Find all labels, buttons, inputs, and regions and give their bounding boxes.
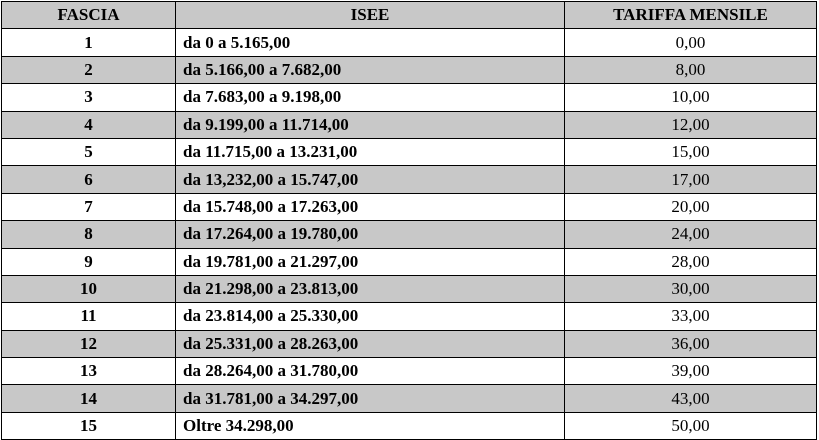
header-tariffa-mensile: TARIFFA MENSILE <box>565 2 817 29</box>
table-row <box>2 138 817 165</box>
header-fascia: FASCIA <box>2 2 176 29</box>
isee-range-cell: da 7.683,00 a 9.198,00 <box>176 84 565 111</box>
header-isee: ISEE <box>176 2 565 29</box>
tariffa-cell: 30,00 <box>565 275 817 302</box>
table-body <box>2 29 817 440</box>
isee-range-cell: da 9.199,00 a 11.714,00 <box>176 111 565 138</box>
table-row <box>2 193 817 220</box>
fascia-cell: 8 <box>2 221 176 248</box>
table-row <box>2 248 817 275</box>
tariffa-cell: 8,00 <box>565 56 817 83</box>
isee-range-cell: Oltre 34.298,00 <box>176 412 565 439</box>
isee-range-cell: da 28.264,00 a 31.780,00 <box>176 358 565 385</box>
table-row <box>2 221 817 248</box>
tariffa-cell: 39,00 <box>565 358 817 385</box>
tariffa-cell: 10,00 <box>565 84 817 111</box>
tariffa-cell: 20,00 <box>565 193 817 220</box>
tariffa-cell: 28,00 <box>565 248 817 275</box>
isee-range-cell: da 25.331,00 a 28.263,00 <box>176 330 565 357</box>
fascia-cell: 10 <box>2 275 176 302</box>
fascia-cell: 2 <box>2 56 176 83</box>
isee-range-cell: da 5.166,00 a 7.682,00 <box>176 56 565 83</box>
fascia-cell: 11 <box>2 303 176 330</box>
tariffa-cell: 17,00 <box>565 166 817 193</box>
table-row <box>2 166 817 193</box>
fascia-cell: 6 <box>2 166 176 193</box>
tariffa-cell: 33,00 <box>565 303 817 330</box>
fascia-cell: 13 <box>2 358 176 385</box>
fascia-cell: 14 <box>2 385 176 412</box>
table-row <box>2 358 817 385</box>
fascia-cell: 5 <box>2 138 176 165</box>
table-row <box>2 84 817 111</box>
table-row <box>2 385 817 412</box>
fascia-cell: 7 <box>2 193 176 220</box>
fascia-cell: 12 <box>2 330 176 357</box>
table-row <box>2 330 817 357</box>
fascia-cell: 9 <box>2 248 176 275</box>
table-row <box>2 275 817 302</box>
isee-range-cell: da 31.781,00 a 34.297,00 <box>176 385 565 412</box>
table-row <box>2 56 817 83</box>
table-row <box>2 412 817 439</box>
isee-range-cell: da 21.298,00 a 23.813,00 <box>176 275 565 302</box>
tariffa-cell: 24,00 <box>565 221 817 248</box>
fascia-cell: 1 <box>2 29 176 56</box>
table-header <box>2 2 817 29</box>
isee-range-cell: da 19.781,00 a 21.297,00 <box>176 248 565 275</box>
fascia-cell: 15 <box>2 412 176 439</box>
isee-range-cell: da 13,232,00 a 15.747,00 <box>176 166 565 193</box>
table-row <box>2 303 817 330</box>
tariffa-cell: 50,00 <box>565 412 817 439</box>
header-row <box>2 2 817 29</box>
isee-range-cell: da 11.715,00 a 13.231,00 <box>176 138 565 165</box>
tariffa-cell: 15,00 <box>565 138 817 165</box>
isee-range-cell: da 23.814,00 a 25.330,00 <box>176 303 565 330</box>
tariffa-cell: 0,00 <box>565 29 817 56</box>
table-row <box>2 29 817 56</box>
tariffa-cell: 43,00 <box>565 385 817 412</box>
tariffa-cell: 12,00 <box>565 111 817 138</box>
tariffa-cell: 36,00 <box>565 330 817 357</box>
fascia-cell: 4 <box>2 111 176 138</box>
table-row <box>2 111 817 138</box>
isee-range-cell: da 15.748,00 a 17.263,00 <box>176 193 565 220</box>
tariff-table <box>1 1 817 440</box>
fascia-cell: 3 <box>2 84 176 111</box>
isee-range-cell: da 0 a 5.165,00 <box>176 29 565 56</box>
isee-range-cell: da 17.264,00 a 19.780,00 <box>176 221 565 248</box>
